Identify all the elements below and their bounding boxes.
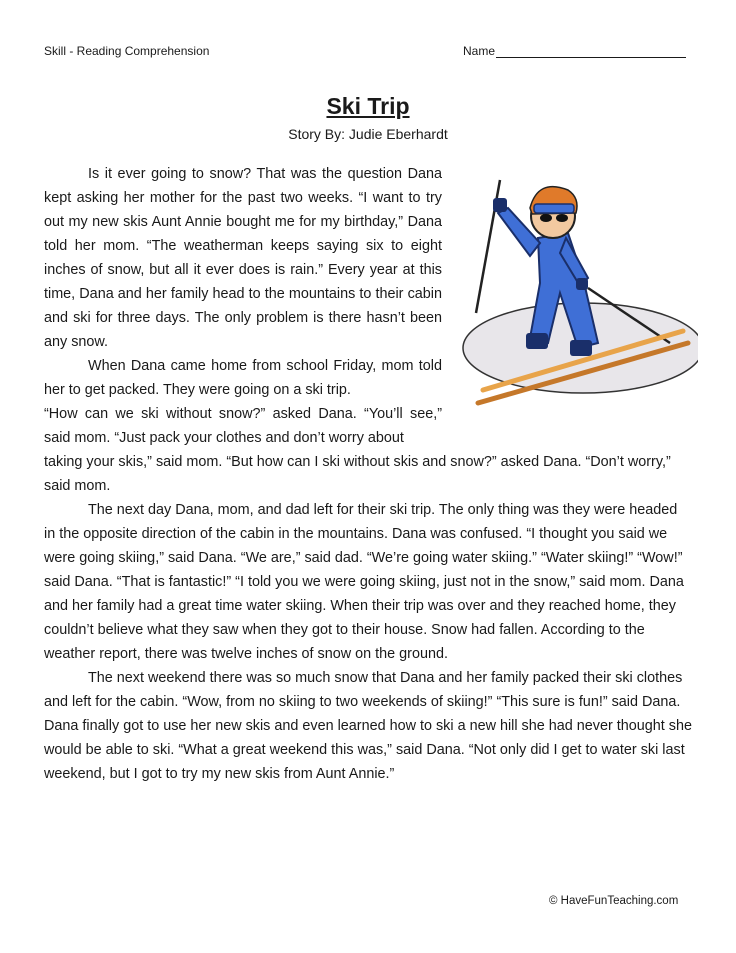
- story-paragraph: taking your skis,” said mom. “But how can I ski without skis and snow?” asked Dana. “Don’t worry,” said mom.: [44, 454, 671, 494]
- story-text: [44, 162, 692, 786]
- story-paragraph: The next day Dana, mom, and dad left for their ski trip. The only thing was they were headed in the opposite direction of the cabin in the mountains. Dana was confused. “I thought you said we were going skiing,” said Dana. “We are,” said dad. “We’re going water skiing.” “Water skiing!” “Wow!” said Dana. “That is fantastic!” “I told you we were going skiing, just not in the snow,” said mom. Dana and her family had a great time water skiing. When their trip was over and they reached home, they couldn’t believe what they saw when they got to their house. Snow had fallen. According to the weather report, there was twelve inches of snow on the ground.: [44, 502, 684, 662]
- story-paragraph: “How can we ski without snow?” asked Dana. “You’ll see,” said mom. “Just pack your clothes and don’t worry about: [44, 406, 442, 446]
- name-field[interactable]: [463, 44, 686, 58]
- byline: Story By: Judie Eberhardt: [288, 126, 448, 142]
- name-label: Name: [463, 44, 496, 58]
- copyright-footer: © HaveFunTeaching.com: [549, 895, 679, 907]
- story-paragraph: When Dana came home from school Friday, mom told her to get packed. They were going on a ski trip.: [44, 358, 442, 398]
- narrow-column: [44, 162, 442, 450]
- name-line[interactable]: [496, 45, 686, 58]
- page-title: Ski Trip: [326, 93, 410, 119]
- story-paragraph: The next weekend there was so much snow that Dana and her family packed their ski clothes and left for the cabin. “Wow, from no skiing to two weekends of skiing!” “This sure is fun!” said Dana. Dana finally got to use her new skis and even learned how to ski a new hill she had never thought she would be able to ski. “What a great weekend this was,” said Dana. “Not only did I get to water ski last weekend, but I got to try my new skis from Aunt Annie.”: [44, 670, 692, 782]
- skill-label: Skill - Reading Comprehension: [44, 44, 210, 58]
- story-paragraph: Is it ever going to snow? That was the question Dana kept asking her mother for the past two weeks. “I want to try out my new skis Aunt Annie bought me for my birthday,” Dana told her mom. “The weatherman keeps saying six to eight inches of snow, but all it ever does is rain.” Every year at this time, Dana and her family head to the mountains to their cabin and ski for three days. The only problem is there hasn’t been any snow.: [44, 166, 442, 350]
